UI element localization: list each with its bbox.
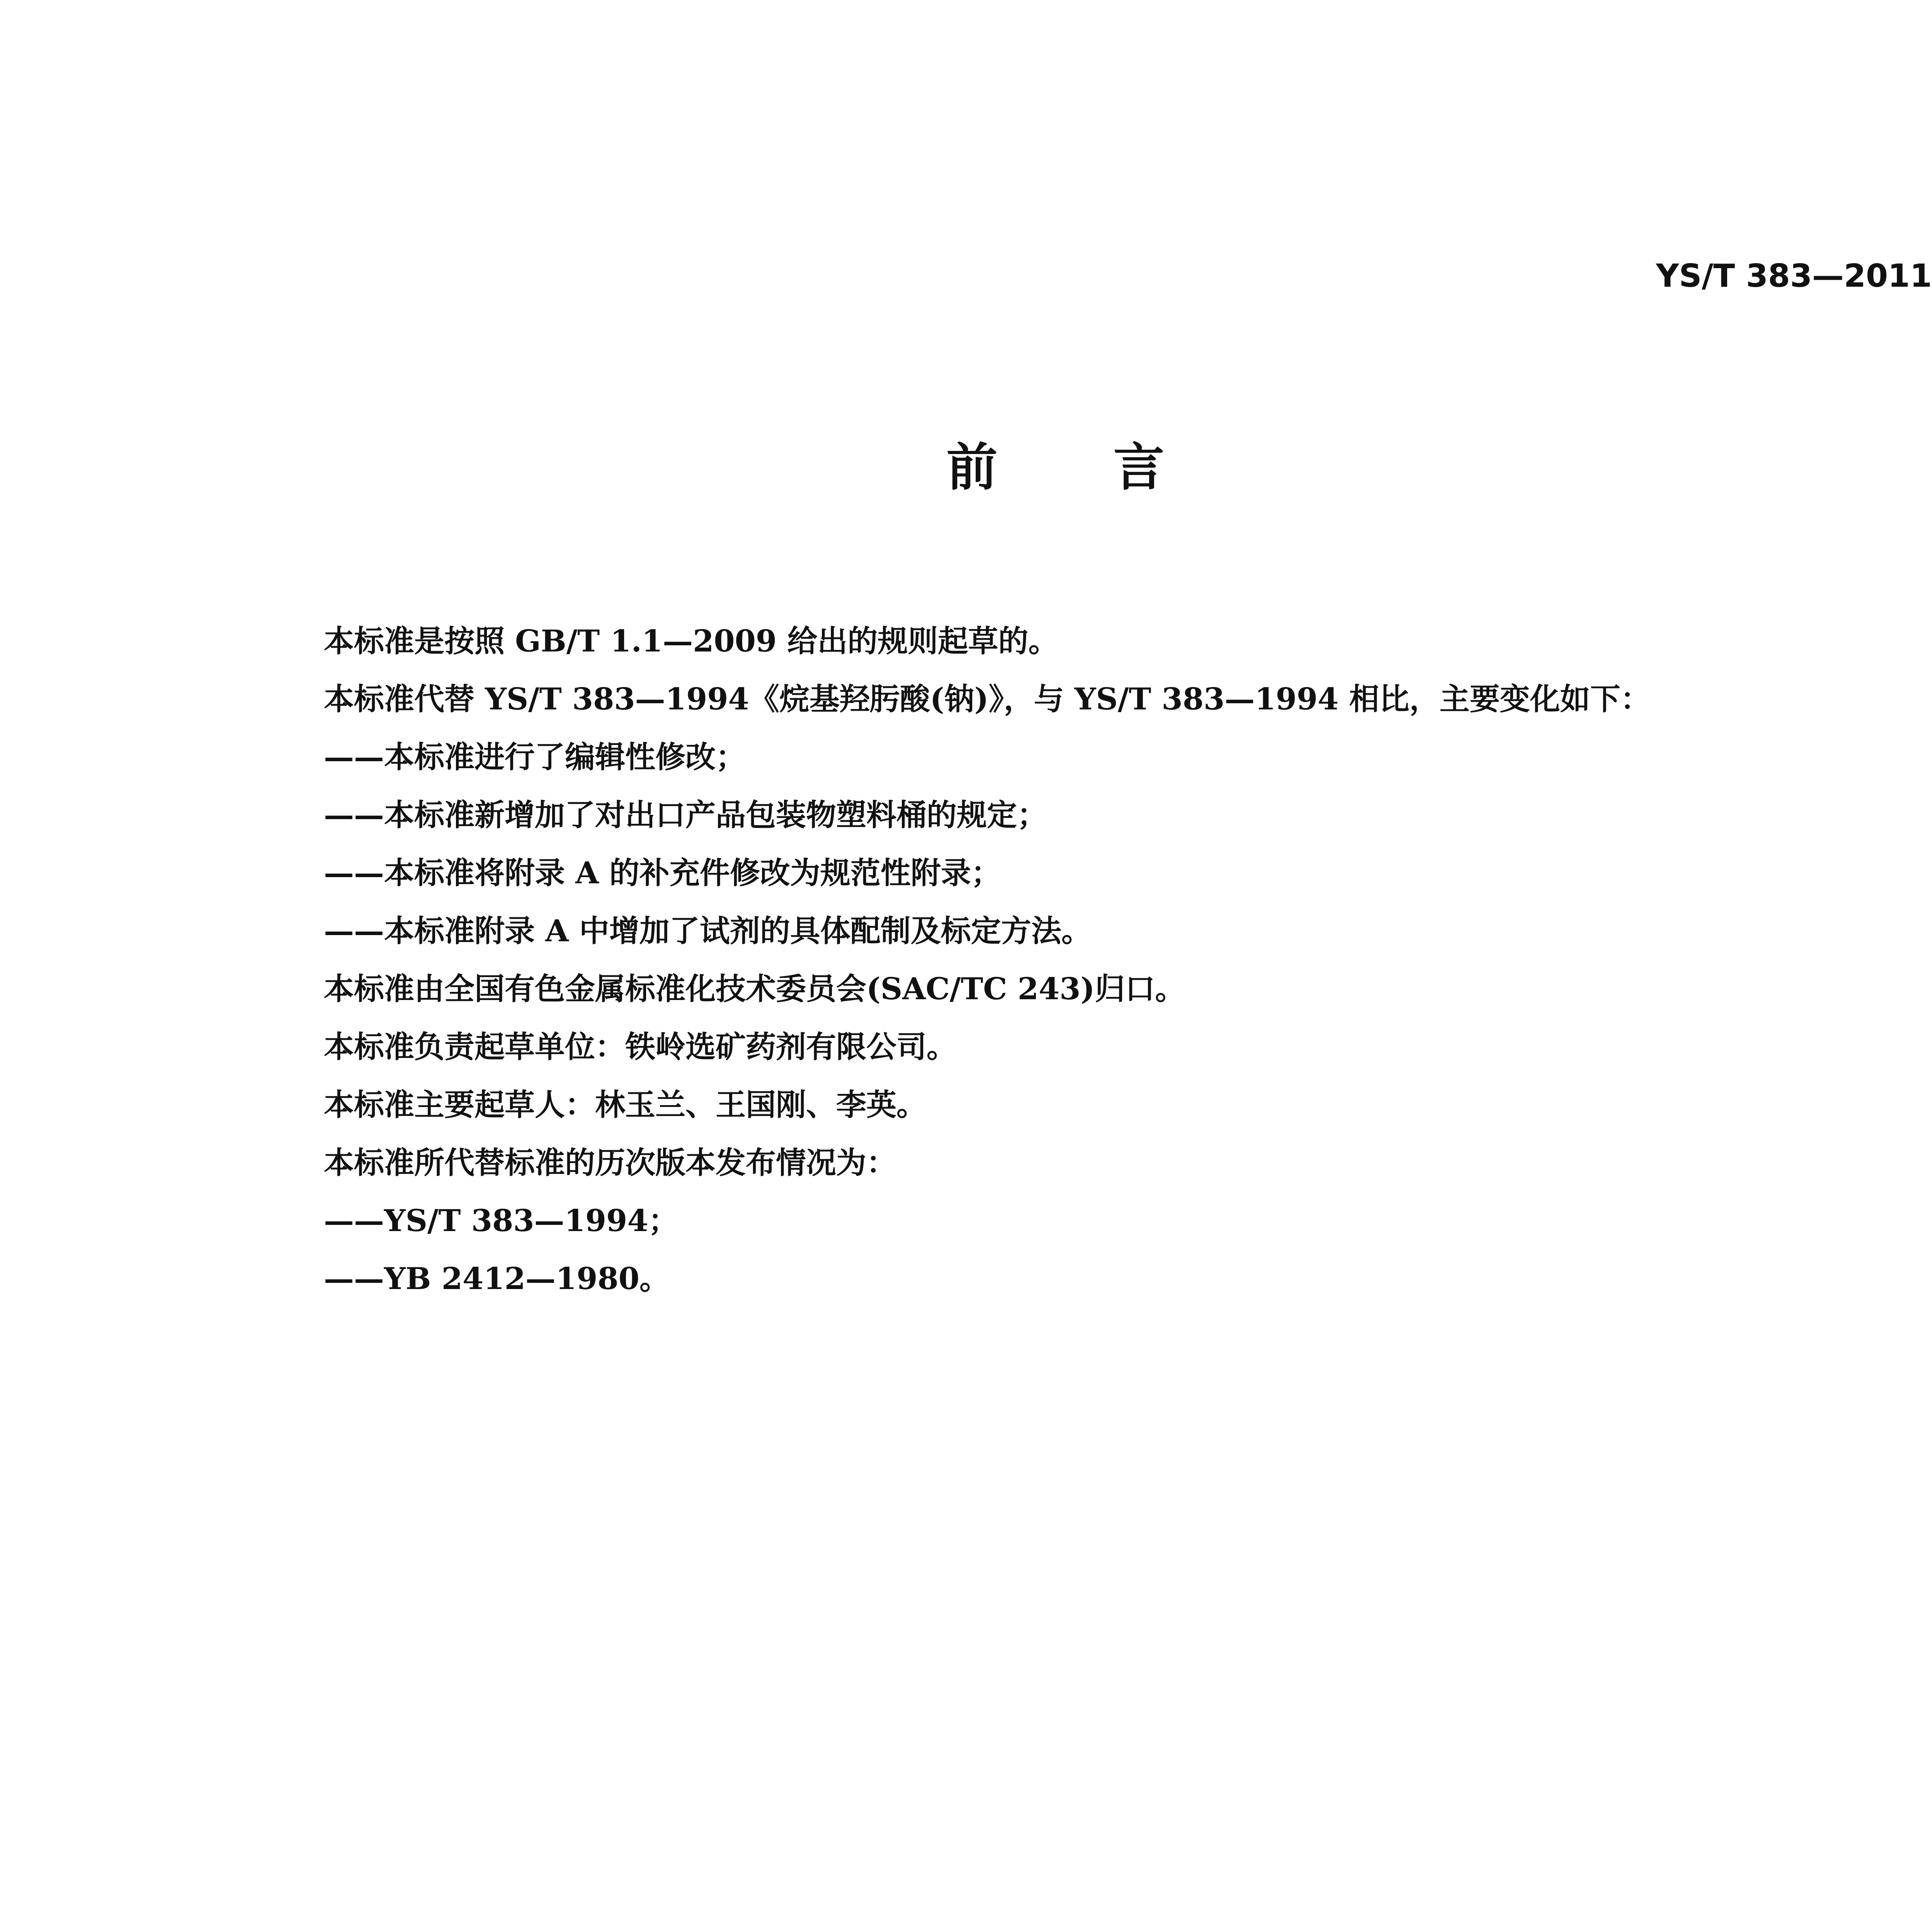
standard-code: YS/T 383—2011 — [1656, 258, 1932, 294]
change-item-annex-normative: ——本标准将附录 A 的补充件修改为规范性附录； — [324, 855, 1001, 891]
previous-edition-1994: ——YS/T 383—1994； — [324, 1203, 679, 1238]
change-item-packaging: ——本标准新增加了对出口产品包装物塑料桶的规定； — [324, 798, 1048, 833]
paragraph-drafters: 本标准主要起草人：林玉兰、王国刚、李英。 — [324, 1087, 927, 1122]
paragraph-committee: 本标准由全国有色金属标准化技术委员会(SAC/TC 243)归口。 — [324, 971, 1185, 1007]
paragraph-replaces-standard: 本标准代替 YS/T 383—1994《烷基羟肟酸(钠)》，与 YS/T 383—1994 相比，主要变化如下： — [324, 682, 1651, 717]
page-title: 前言 — [946, 438, 1281, 497]
paragraph-drafting-unit: 本标准负责起草单位：铁岭选矿药剂有限公司。 — [324, 1029, 957, 1065]
paragraph-drafting-rules: 本标准是按照 GB/T 1.1—2009 给出的规则起草的。 — [324, 624, 1059, 659]
foreword-body — [324, 612, 1869, 1308]
previous-edition-1980: ——YB 2412—1980。 — [324, 1261, 670, 1296]
change-item-reagent-method: ——本标准附录 A 中增加了试剂的具体配制及标定方法。 — [324, 913, 1092, 949]
change-item-editorial: ——本标准进行了编辑性修改； — [324, 740, 746, 775]
paragraph-previous-editions: 本标准所代替标准的历次版本发布情况为： — [324, 1145, 897, 1180]
